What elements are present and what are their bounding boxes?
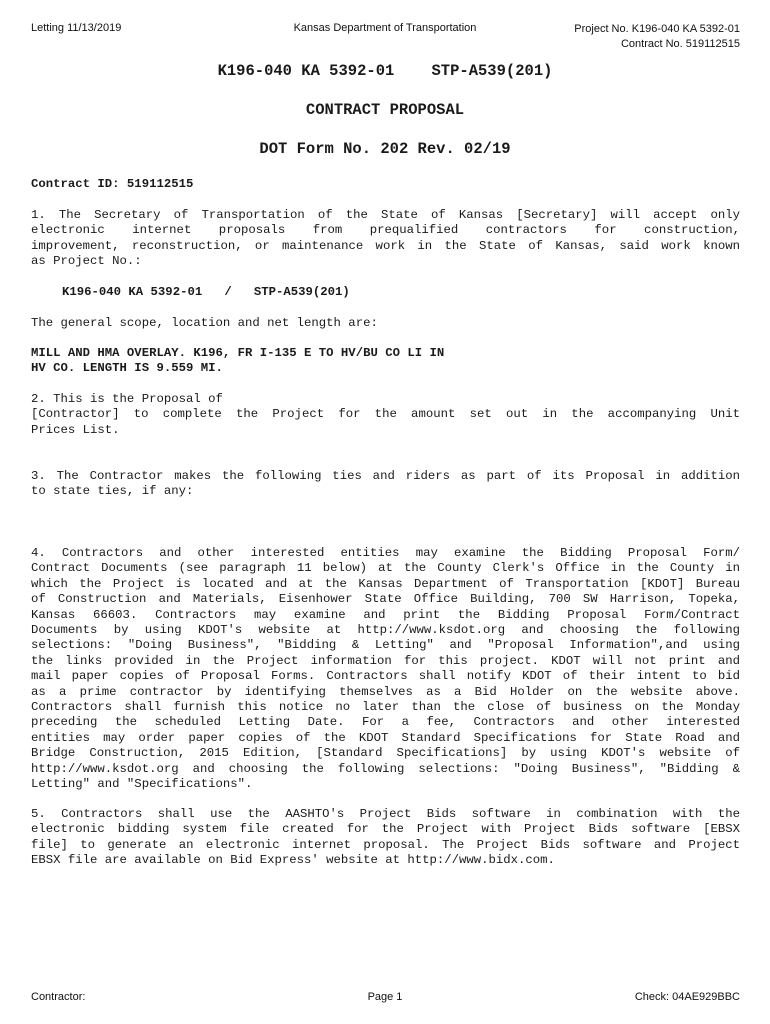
page-footer	[0, 991, 770, 1007]
form-title: DOT Form No. 202 Rev. 02/19	[259, 140, 511, 158]
paragraph-line: 4. Contractors and other interested entities may examine the Bidding Proposal Form/	[31, 546, 740, 560]
paragraph-line: http://www.ksdot.org and choosing the following selections: "Doing Business", "Bidding &	[31, 761, 740, 776]
paragraph-line: entities may order paper copies of the KDOT Standard Specifications for State Road and	[31, 730, 740, 745]
paragraph-line: mail paper copies of Proposal Forms. Contractors shall notify KDOT of their intent to bid	[31, 669, 740, 684]
paragraph-line: 1. The Secretary of Transportation of the State of Kansas [Secretary] will accept only	[31, 208, 740, 222]
scope-description	[31, 346, 740, 377]
paragraph-line: Contract Documents (see paragraph 11 below) at the County Clerk's Office in the County in	[31, 561, 740, 576]
paragraph-line: Bridge Construction, 2015 Edition, [Standard Specifications] by using KDOT's website of	[31, 746, 740, 761]
paragraph-3	[31, 469, 740, 500]
agency-name: Kansas Department of Transportation	[293, 22, 477, 34]
project-title: K196-040 KA 5392-01 STP-A539(201)	[217, 62, 553, 80]
letting-date: Letting 11/13/2019	[31, 22, 122, 34]
scope-line: MILL AND HMA OVERLAY. K196, FR I-135 E TO HV/BU CO LI IN	[31, 346, 445, 360]
paragraph-2	[31, 392, 740, 438]
contract-number: Contract No. 519112515	[620, 38, 740, 50]
project-number: Project No. K196-040 KA 5392-01	[574, 23, 740, 35]
paragraph-line: to state ties, if any:	[31, 484, 194, 499]
paragraph-5	[31, 807, 740, 869]
paragraph-line: the links provided in the Project information for this project. KDOT will not print and	[31, 653, 740, 668]
proposal-title: CONTRACT PROPOSAL	[305, 101, 465, 119]
paragraph-line: Contractors shall furnish this notice no later than the close of business on the Monday	[31, 700, 740, 715]
paragraph-4	[31, 546, 740, 793]
paragraph-line: of Construction and Materials, Eisenhower State Office Building, 700 SW Harrison, Topeka,	[31, 592, 740, 607]
paragraph-1	[31, 208, 740, 270]
page-header	[0, 22, 770, 54]
paragraph-line: Kansas 66603. Contractors may examine and print the Bidding Proposal Form/Contract	[31, 607, 740, 622]
paragraph-line: [Contractor] to complete the Project for the amount set out in the accompanying Unit	[31, 407, 740, 422]
paragraph-line: Letting" and "Specifications".	[31, 777, 253, 792]
paragraph-line: 5. Contractors shall use the AASHTO's Project Bids software in combination with the	[31, 807, 740, 821]
contract-id: Contract ID: 519112515	[31, 177, 194, 191]
paragraph-line: Documents by using KDOT's website at http://www.ksdot.org and choosing the following	[31, 623, 740, 638]
paragraph-line: EBSX file are available on Bid Express' website at http://www.bidx.com.	[31, 853, 555, 868]
paragraph-line: Prices List.	[31, 422, 120, 437]
paragraph-line: electronic bidding system file created for the Project with Project Bids software [EBSX	[31, 822, 740, 837]
scope-intro: The general scope, location and net length are:	[31, 316, 378, 330]
paragraph-line: as a prime contractor by identifying themselves as a Bid Holder on the website above.	[31, 684, 740, 699]
paragraph-line: as Project No.:	[31, 254, 142, 269]
project-contract-numbers	[574, 22, 740, 52]
paragraph-line: improvement, reconstruction, or maintenance work in the State of Kansas, said work known	[31, 238, 740, 253]
paragraph-line: 2. This is the Proposal of	[31, 392, 223, 406]
contractor-label: Contractor:	[31, 991, 86, 1003]
paragraph-line: 3. The Contractor makes the following ties and riders as part of its Proposal in addition	[31, 469, 740, 483]
page-number: Page 1	[367, 991, 403, 1003]
paragraph-line: preceding the scheduled Letting Date. For a fee, Contractors and other interested	[31, 715, 740, 730]
project-ids: K196-040 KA 5392-01 / STP-A539(201)	[62, 285, 350, 299]
paragraph-line: selections: "Doing Business", "Bidding & Letting" and "Proposal Information",and using	[31, 638, 740, 653]
paragraph-line: electronic internet proposals from prequalified contractors for construction,	[31, 223, 740, 238]
scope-line: HV CO. LENGTH IS 9.559 MI.	[31, 361, 223, 376]
check-code: Check: 04AE929BBC	[634, 991, 740, 1003]
paragraph-line: which the Project is located and at the Kansas Department of Transportation [KDOT] Bureau	[31, 576, 740, 591]
paragraph-line: file] to generate an electronic internet proposal. The Project Bids software and Project	[31, 837, 740, 852]
